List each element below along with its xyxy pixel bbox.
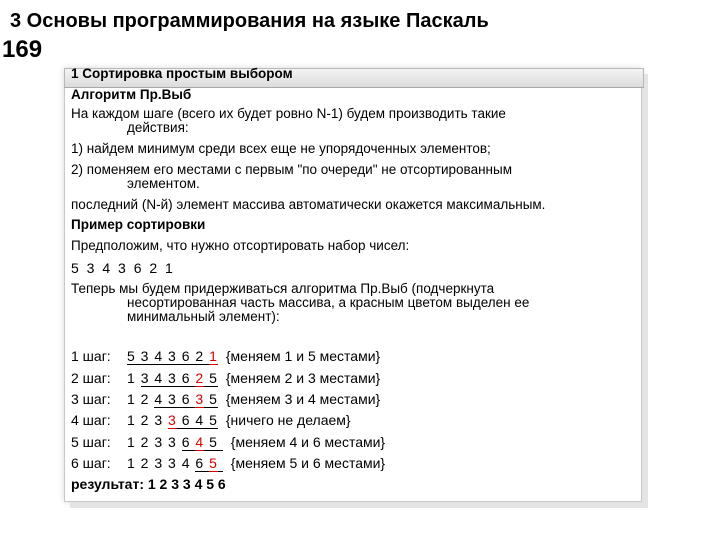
unsorted-part: 5 <box>204 370 218 386</box>
sort-step-row <box>71 455 385 472</box>
suppose-line: Предположим, что нужно отсортировать набор чисел: <box>71 238 410 253</box>
explanation-line: минимальный элемент): <box>127 309 280 324</box>
description-line: действия: <box>127 120 189 135</box>
unsorted-part: 6 <box>195 455 210 471</box>
unsorted-part: 6 4 5 <box>176 412 218 428</box>
result-line: результат: 1 2 3 3 4 5 6 <box>71 476 226 492</box>
sorted-part: 1 2 3 3 4 <box>127 455 196 471</box>
step-label: 6 шаг: <box>71 455 111 471</box>
minimum-element: 5 <box>209 455 218 471</box>
minimum-element: 2 <box>195 370 205 386</box>
unsorted-part <box>218 455 223 472</box>
sorted-part: 1 2 3 <box>127 412 169 428</box>
step-sequence <box>127 412 218 429</box>
step-sequence <box>127 434 223 451</box>
unsorted-part: 4 3 6 <box>154 391 196 407</box>
step-label: 1 шаг: <box>71 348 111 364</box>
step-sequence <box>127 391 218 408</box>
example-heading: Пример сортировки <box>71 217 206 232</box>
minimum-element: 1 <box>209 348 218 364</box>
minimum-element: 3 <box>168 412 177 428</box>
step-description-1: 1) найдем минимум среди всех еще не упорядоченных элементов; <box>71 141 491 156</box>
sort-step-row <box>71 370 380 387</box>
description-line: На каждом шаге (всего их будет ровно N-1) будем производить такие <box>71 106 506 121</box>
unsorted-part: 6 <box>181 434 196 450</box>
explanation-line: Теперь мы будем придерживаться алгоритма Пр.Выб (подчеркнута <box>71 281 495 296</box>
step-comment: {меняем 4 и 6 местами} <box>230 434 386 450</box>
section-heading: 1 Сортировка простым выбором <box>71 66 293 81</box>
step-description-2-cont: элементом. <box>127 176 200 191</box>
step-label: 2 шаг: <box>71 370 111 386</box>
sorted-part: 1 2 <box>127 391 155 407</box>
sorted-part: 1 2 3 3 <box>127 434 182 450</box>
minimum-element: 3 <box>195 391 205 407</box>
step-comment: {меняем 3 и 4 местами} <box>225 391 381 407</box>
unsorted-part: 5 <box>204 434 223 450</box>
sorted-part: 1 <box>127 370 141 386</box>
last-element-note: последний (N-й) элемент массива автоматически окажется максимальным. <box>71 197 546 212</box>
step-label: 3 шаг: <box>71 391 111 407</box>
minimum-element: 4 <box>195 434 205 450</box>
unsorted-part: 5 <box>204 391 218 407</box>
algorithm-name: Алгоритм Пр.Выб <box>71 87 192 102</box>
step-sequence <box>127 348 218 365</box>
step-label: 5 шаг: <box>71 434 111 450</box>
explanation-line: несортированная часть массива, а красным цветом выделен ее <box>127 295 530 310</box>
sort-step-row <box>71 412 351 429</box>
slide-number: 169 <box>2 36 43 63</box>
sort-step-row <box>71 348 380 365</box>
step-label: 4 шаг: <box>71 412 111 428</box>
step-sequence <box>127 455 223 472</box>
step-comment: {меняем 1 и 5 местами} <box>225 348 381 364</box>
step-comment: {меняем 5 и 6 местами} <box>230 455 386 471</box>
step-description-2: 2) поменяем его местами с первым "по очереди" не отсортированным <box>71 162 512 177</box>
sort-step-row <box>71 434 385 451</box>
step-sequence <box>127 370 218 387</box>
input-numbers: 5 3 4 3 6 2 1 <box>71 260 175 276</box>
step-comment: {меняем 2 и 3 местами} <box>225 370 381 386</box>
sort-step-row <box>71 391 380 408</box>
unsorted-part: 3 4 3 6 <box>140 370 196 386</box>
slide-header-title: 3 Основы программирования на языке Паскаль <box>10 10 489 32</box>
unsorted-part: 5 3 4 3 6 2 <box>127 348 210 364</box>
step-comment: {ничего не делаем} <box>225 412 351 428</box>
